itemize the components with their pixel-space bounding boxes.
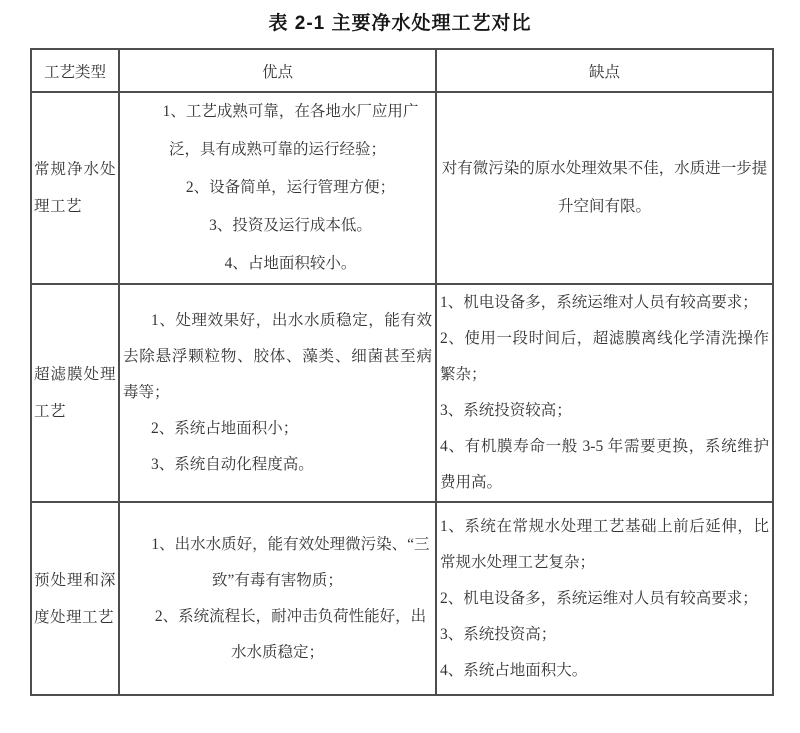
disadvantage-item: 2、使用一段时间后，超滤膜离线化学清洗操作繁杂； — [440, 330, 769, 383]
advantages-cell — [119, 92, 436, 284]
header-cell-advantages: 优点 — [119, 49, 436, 92]
disadvantage-item: 1、系统在常规水处理工艺基础上前后延伸，比常规水处理工艺复杂； — [440, 517, 769, 571]
advantage-item: 2、设备简单，运行管理方便； — [185, 179, 396, 196]
disadvantage-item: 3、系统投资较高； — [440, 402, 572, 419]
disadvantage-item: 2、机电设备多，系统运维对人员有较高要求； — [440, 589, 758, 607]
advantage-item: 1、出水水质好，能有效处理微污染、“三致”有毒有害物质； — [151, 535, 430, 589]
header-cell-process-type: 工艺类型 — [31, 49, 119, 92]
disadvantages-cell — [436, 284, 773, 502]
process-type-cell: 常规净水处理工艺 — [31, 92, 119, 284]
disadvantages-cell — [436, 502, 773, 695]
table-row-pretreatment-advanced-process — [31, 502, 773, 695]
disadvantages-cell — [436, 92, 773, 284]
advantage-item: 1、处理效果好，出水水质稳定，能有效去除悬浮颗粒物、胶体、藻类、细菌甚至病毒等； — [123, 312, 432, 401]
advantages-cell — [119, 284, 436, 502]
advantage-item: 1、工艺成熟可靠，在各地水厂应用广泛，具有成熟可靠的运行经验； — [162, 103, 419, 158]
advantage-item: 4、占地面积较小。 — [224, 255, 357, 272]
disadvantage-item: 4、系统占地面积大。 — [440, 661, 588, 679]
process-comparison-table — [30, 48, 774, 696]
disadvantage-item: 1、机电设备多，系统运维对人员有较高要求； — [440, 294, 758, 311]
advantage-item: 3、投资及运行成本低。 — [209, 217, 372, 234]
advantage-item: 2、系统流程长，耐冲击负荷性能好，出水水质稳定； — [154, 607, 427, 661]
advantage-item: 3、系统自动化程度高。 — [151, 456, 314, 473]
table-header-row — [31, 49, 773, 92]
disadvantage-item: 4、有机膜寿命一般 3-5 年需要更换，系统维护费用高。 — [440, 438, 769, 491]
table-row-ultrafiltration-process — [31, 284, 773, 502]
header-cell-disadvantages: 缺点 — [436, 49, 773, 92]
process-type-cell: 预处理和深度处理工艺 — [31, 502, 119, 695]
table-caption: 表 2-1 主要净水处理工艺对比 — [268, 13, 532, 34]
disadvantage-item: 3、系统投资高； — [440, 625, 557, 643]
disadvantage-item: 对有微污染的原水处理效果不佳，水质进一步提升空间有限。 — [441, 160, 768, 215]
advantages-cell — [119, 502, 436, 695]
table-row-conventional-process — [31, 92, 773, 284]
process-type-cell: 超滤膜处理工艺 — [31, 284, 119, 502]
advantage-item: 2、系统占地面积小； — [151, 420, 299, 437]
